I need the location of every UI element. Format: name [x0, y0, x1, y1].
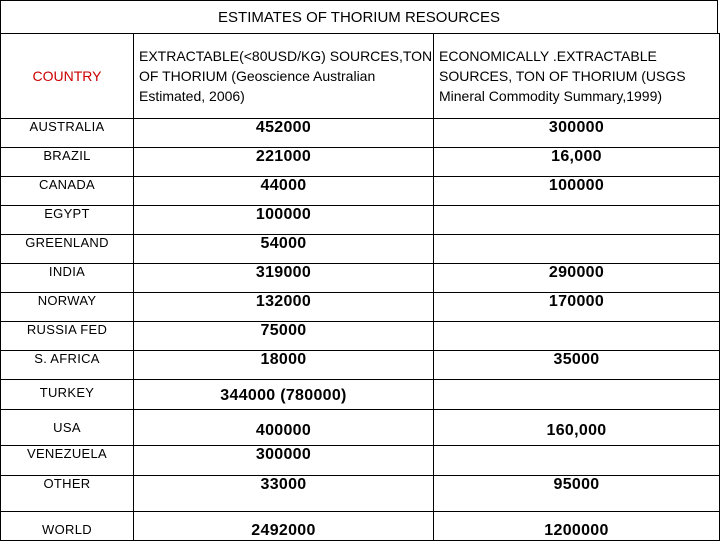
extractable-cell: 18000: [134, 351, 434, 380]
economic-cell: [434, 446, 720, 476]
extractable-cell: 132000: [134, 293, 434, 322]
economic-total-cell: 1200000: [434, 512, 720, 541]
country-cell: WORLD: [1, 512, 134, 541]
table-row: [1, 351, 720, 380]
table-row-world: [1, 512, 720, 541]
table-row: [1, 119, 720, 148]
economic-cell: 300000: [434, 119, 720, 148]
table-row: [1, 322, 720, 351]
extractable-cell: 75000: [134, 322, 434, 351]
table-row: [1, 177, 720, 206]
country-cell: BRAZIL: [1, 148, 134, 177]
country-cell: NORWAY: [1, 293, 134, 322]
economic-cell: 16,000: [434, 148, 720, 177]
header-row: [1, 34, 720, 119]
table-row: [1, 476, 720, 512]
table-row: [1, 446, 720, 476]
extractable-cell: 344000 (780000): [134, 380, 434, 410]
country-cell: CANADA: [1, 177, 134, 206]
country-cell: USA: [1, 410, 134, 446]
country-cell: VENEZUELA: [1, 446, 134, 476]
country-cell: INDIA: [1, 264, 134, 293]
country-cell: OTHER: [1, 476, 134, 512]
extractable-cell: 452000: [134, 119, 434, 148]
country-cell: GREENLAND: [1, 235, 134, 264]
country-cell: S. AFRICA: [1, 351, 134, 380]
table-row: [1, 264, 720, 293]
economic-cell: 160,000: [434, 410, 720, 446]
extractable-cell: 44000: [134, 177, 434, 206]
table-row: [1, 380, 720, 410]
extractable-cell: 300000: [134, 446, 434, 476]
economic-cell: [434, 235, 720, 264]
extractable-cell: 33000: [134, 476, 434, 512]
country-cell: EGYPT: [1, 206, 134, 235]
country-cell: TURKEY: [1, 380, 134, 410]
extractable-cell: 100000: [134, 206, 434, 235]
table-row: [1, 235, 720, 264]
country-cell: AUSTRALIA: [1, 119, 134, 148]
economic-cell: 290000: [434, 264, 720, 293]
table-row: [1, 148, 720, 177]
extractable-cell: 221000: [134, 148, 434, 177]
page-title: ESTIMATES OF THORIUM RESOURCES: [0, 0, 718, 33]
table-row: [1, 293, 720, 322]
economic-cell: [434, 206, 720, 235]
economic-cell: 35000: [434, 351, 720, 380]
extractable-cell: 319000: [134, 264, 434, 293]
extractable-cell: 54000: [134, 235, 434, 264]
table-row: [1, 206, 720, 235]
thorium-table: [0, 33, 720, 541]
extractable-cell: 400000: [134, 410, 434, 446]
table-row: [1, 410, 720, 446]
economic-cell: 95000: [434, 476, 720, 512]
header-country: COUNTRY: [1, 34, 134, 119]
economic-cell: 170000: [434, 293, 720, 322]
header-economic: ECONOMICALLY .EXTRACTABLE SOURCES, TON OF THORIUM (USGS Mineral Commodity Summary,1999): [434, 34, 720, 119]
extractable-total-cell: 2492000: [134, 512, 434, 541]
economic-cell: [434, 380, 720, 410]
header-extractable: EXTRACTABLE(<80USD/KG) SOURCES,TON OF THORIUM (Geoscience Australian Estimated, 2006): [134, 34, 434, 119]
country-cell: RUSSIA FED: [1, 322, 134, 351]
economic-cell: [434, 322, 720, 351]
economic-cell: 100000: [434, 177, 720, 206]
